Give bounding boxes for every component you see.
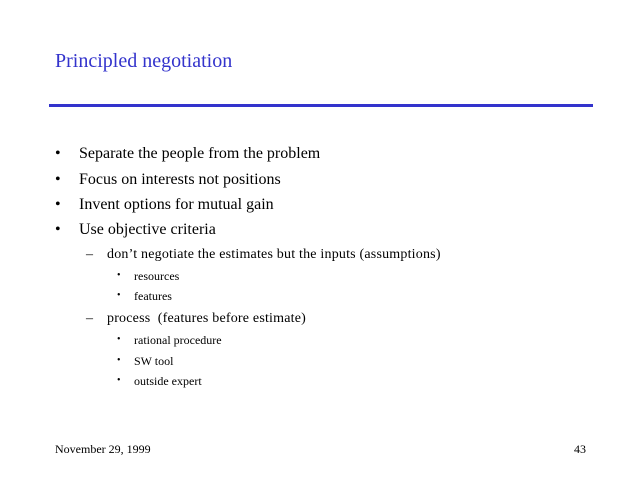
bullet-text: Invent options for mutual gain bbox=[79, 196, 274, 213]
sub-sub-bullet-text: SW tool bbox=[134, 354, 174, 368]
slide-title: Principled negotiation bbox=[55, 50, 233, 72]
sub-sub-bullet-text: outside expert bbox=[134, 374, 202, 388]
bullet-marker: • bbox=[55, 145, 61, 162]
dash-marker: – bbox=[86, 311, 93, 326]
bullet-text: Use objective criteria bbox=[79, 221, 216, 238]
footer-date: November 29, 1999 bbox=[55, 442, 151, 456]
page-number: 43 bbox=[574, 442, 586, 456]
sub-sub-bullet-text: rational procedure bbox=[134, 333, 222, 347]
bullet-text: Separate the people from the problem bbox=[79, 145, 321, 162]
bullet-marker: • bbox=[117, 375, 121, 386]
bullet-marker: • bbox=[55, 221, 61, 238]
sub-sub-bullet-text: resources bbox=[134, 269, 180, 283]
dash-marker: – bbox=[86, 247, 93, 262]
sub-sub-bullet-text: features bbox=[134, 289, 172, 303]
bullet-marker: • bbox=[117, 334, 121, 345]
sub-bullet-text: don’t negotiate the estimates but the inputs (assumptions) bbox=[107, 247, 441, 262]
title-divider bbox=[49, 104, 593, 107]
sub-bullet-text: process (features before estimate) bbox=[107, 311, 307, 326]
bullet-marker: • bbox=[55, 196, 61, 213]
bullet-marker: • bbox=[117, 290, 121, 301]
bullet-marker: • bbox=[55, 171, 61, 188]
bullet-text: Focus on interests not positions bbox=[79, 171, 281, 188]
bullet-marker: • bbox=[117, 355, 121, 366]
bullet-marker: • bbox=[117, 270, 121, 281]
